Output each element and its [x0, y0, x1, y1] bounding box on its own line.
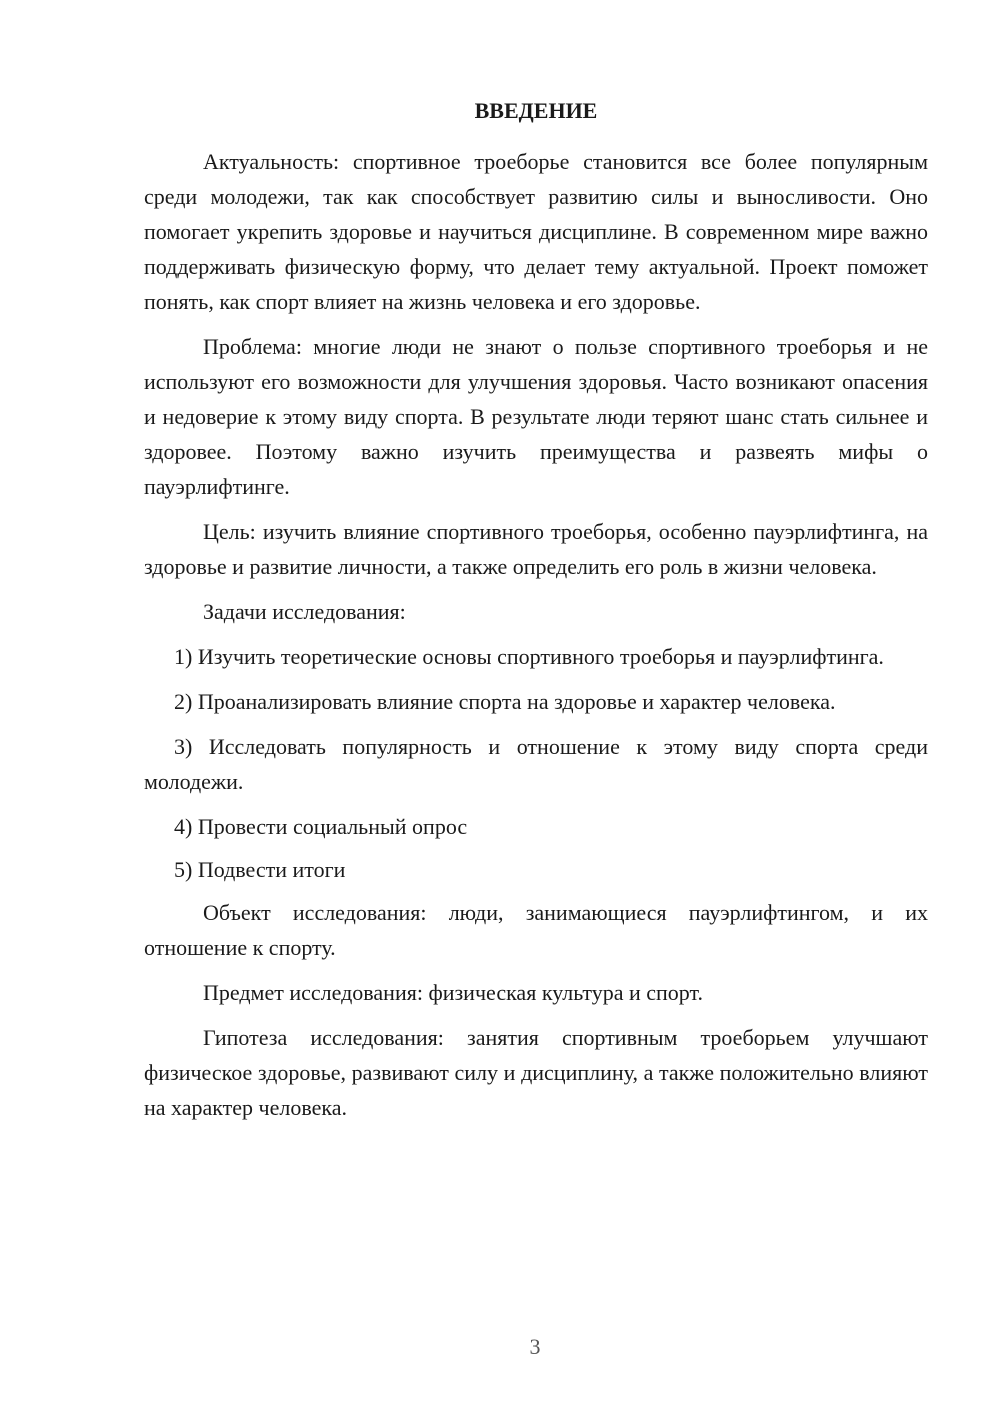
page-number: 3 [529, 1334, 541, 1359]
list-item-task-4: 4) Провести социальный опрос [174, 814, 468, 839]
paragraph-goal: Цель: изучить влияние спортивного троеборья, особенно пауэрлифтинга, на здоровье и развитие личности, а также определить его роль в жизни человека. [144, 519, 928, 579]
paragraph-tasks-heading: Задачи исследования: [203, 599, 406, 624]
list-item-task-3: 3) Исследовать популярность и отношение к этому виду спорта среди молодежи. [144, 734, 928, 794]
paragraph-subject: Предмет исследования: физическая культура и спорт. [203, 980, 703, 1005]
document-page [144, 96, 928, 1125]
list-item-task-1: 1) Изучить теоретические основы спортивного троеборья и пауэрлифтинга. [174, 644, 884, 669]
paragraph-problem: Проблема: многие люди не знают о пользе спортивного троеборья и не используют его возможности для улучшения здоровья. Часто возникают опасения и недоверие к этому виду спорта. В результате люди теряют шанс стать сильнее и здоровее. Поэтому важно изучить преимущества и развеять мифы о пауэрлифтинге. [144, 334, 928, 499]
page-title: ВВЕДЕНИЕ [474, 98, 598, 123]
list-item-task-5: 5) Подвести итоги [174, 857, 346, 882]
paragraph-object: Объект исследования: люди, занимающиеся пауэрлифтингом, и их отношение к спорту. [144, 900, 928, 960]
paragraph-hypothesis: Гипотеза исследования: занятия спортивным троеборьем улучшают физическое здоровье, развивают силу и дисциплину, а также положительно влияют на характер человека. [144, 1025, 928, 1120]
paragraph-relevance: Актуальность: спортивное троеборье становится все более популярным среди молодежи, так как способствует развитию силы и выносливости. Оно помогает укрепить здоровье и научиться дисциплине. В современном мире важно поддерживать физическую форму, что делает тему актуальной. Проект поможет понять, как спорт влияет на жизнь человека и его здоровье. [144, 149, 928, 314]
list-item-task-2: 2) Проанализировать влияние спорта на здоровье и характер человека. [174, 689, 836, 714]
